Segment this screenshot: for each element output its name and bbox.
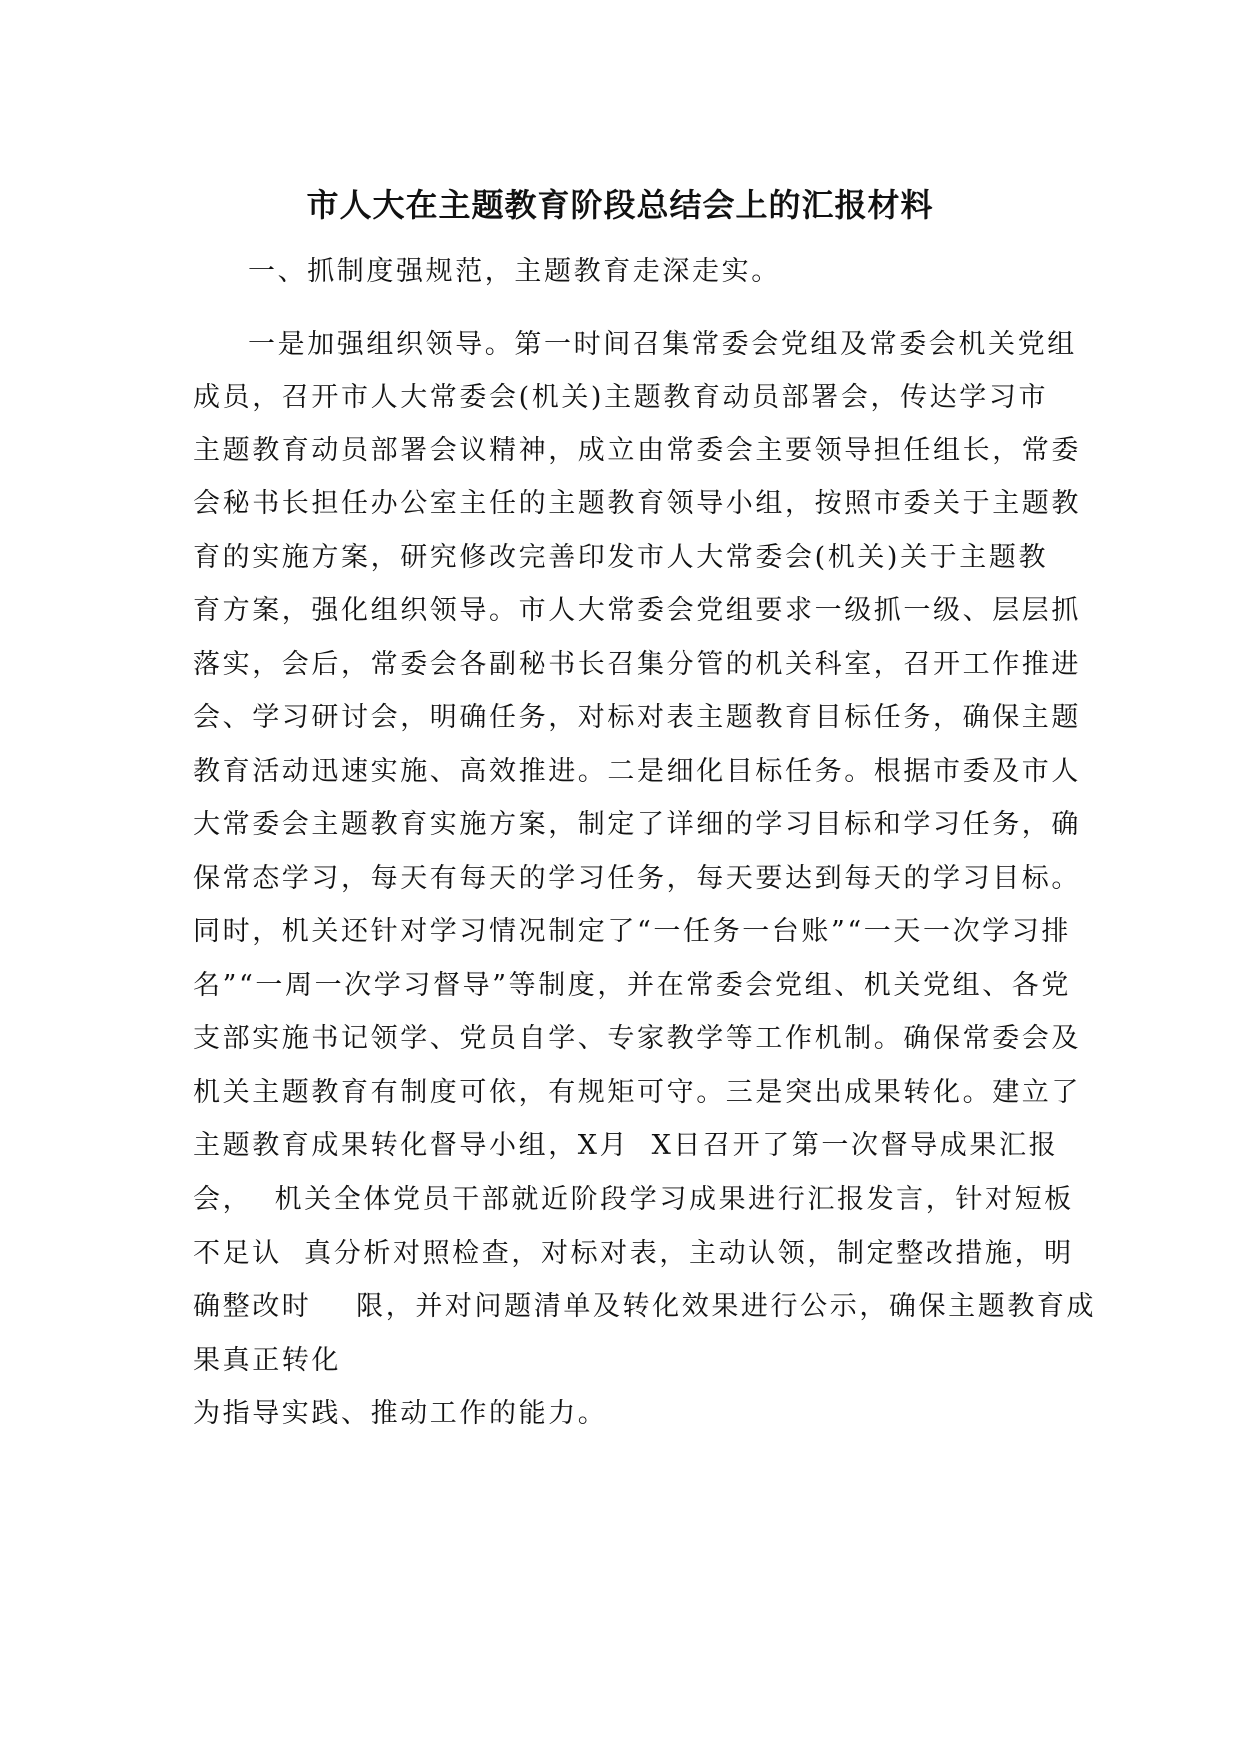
body-line: 不足认 真分析对照检查，对标对表，主动认领，制定整改措施，明 xyxy=(193,1238,1074,1269)
body-line: 大常委会主题教育实施方案，制定了详细的学习目标和学习任务，确 xyxy=(193,809,1081,840)
body-line: 同时，机关还针对学习情况制定了“一任务一台账”“一天一次学习排 xyxy=(193,916,1072,947)
document-title: 市人大在主题教育阶段总结会上的汇报材料 xyxy=(306,186,934,224)
body-line: 支部实施书记领学、党员自学、专家教学等工作机制。确保常委会及 xyxy=(193,1023,1081,1054)
body-line: 保常态学习，每天有每天的学习任务，每天要达到每天的学习目标。 xyxy=(193,863,1081,894)
body-line: 一是加强组织领导。第一时间召集常委会党组及常委会机关党组 xyxy=(248,329,1077,360)
body-line: 主题教育动员部署会议精神，成立由常委会主要领导担任组长，常委 xyxy=(193,435,1081,466)
body-line: 育方案，强化组织领导。市人大常委会党组要求一级抓一级、层层抓 xyxy=(193,595,1081,626)
body-line: 成员，召开市人大常委会(机关)主题教育动员部署会，传达学习市 xyxy=(193,382,1049,413)
section-heading: 一、抓制度强规范，主题教育走深走实。 xyxy=(248,256,781,287)
body-line: 为指导实践、推动工作的能力。 xyxy=(193,1398,608,1429)
body-line: 落实，会后，常委会各副秘书长召集分管的机关科室，召开工作推进 xyxy=(193,649,1081,680)
body-line: 会、学习研讨会，明确任务，对标对表主题教育目标任务，确保主题 xyxy=(193,702,1081,733)
body-line: 会， 机关全体党员干部就近阶段学习成果进行汇报发言，针对短板 xyxy=(193,1184,1074,1215)
body-line: 果真正转化 xyxy=(193,1345,341,1376)
body-line: 会秘书长担任办公室主任的主题教育领导小组，按照市委关于主题教 xyxy=(193,488,1081,519)
body-line: 机关主题教育有制度可依，有规矩可守。三是突出成果转化。建立了 xyxy=(193,1077,1081,1108)
body-line: 教育活动迅速实施、高效推进。二是细化目标任务。根据市委及市人 xyxy=(193,756,1081,787)
body-line: 育的实施方案，研究修改完善印发市人大常委会(机关)关于主题教 xyxy=(193,542,1049,573)
body-line: 名”“一周一次学习督导”等制度，并在常委会党组、机关党组、各党 xyxy=(193,970,1072,1001)
body-line: 主题教育成果转化督导小组，X月 X日召开了第一次督导成果汇报 xyxy=(193,1130,1059,1161)
body-line: 确整改时 限，并对问题清单及转化效果进行公示，确保主题教育成 xyxy=(193,1291,1097,1322)
